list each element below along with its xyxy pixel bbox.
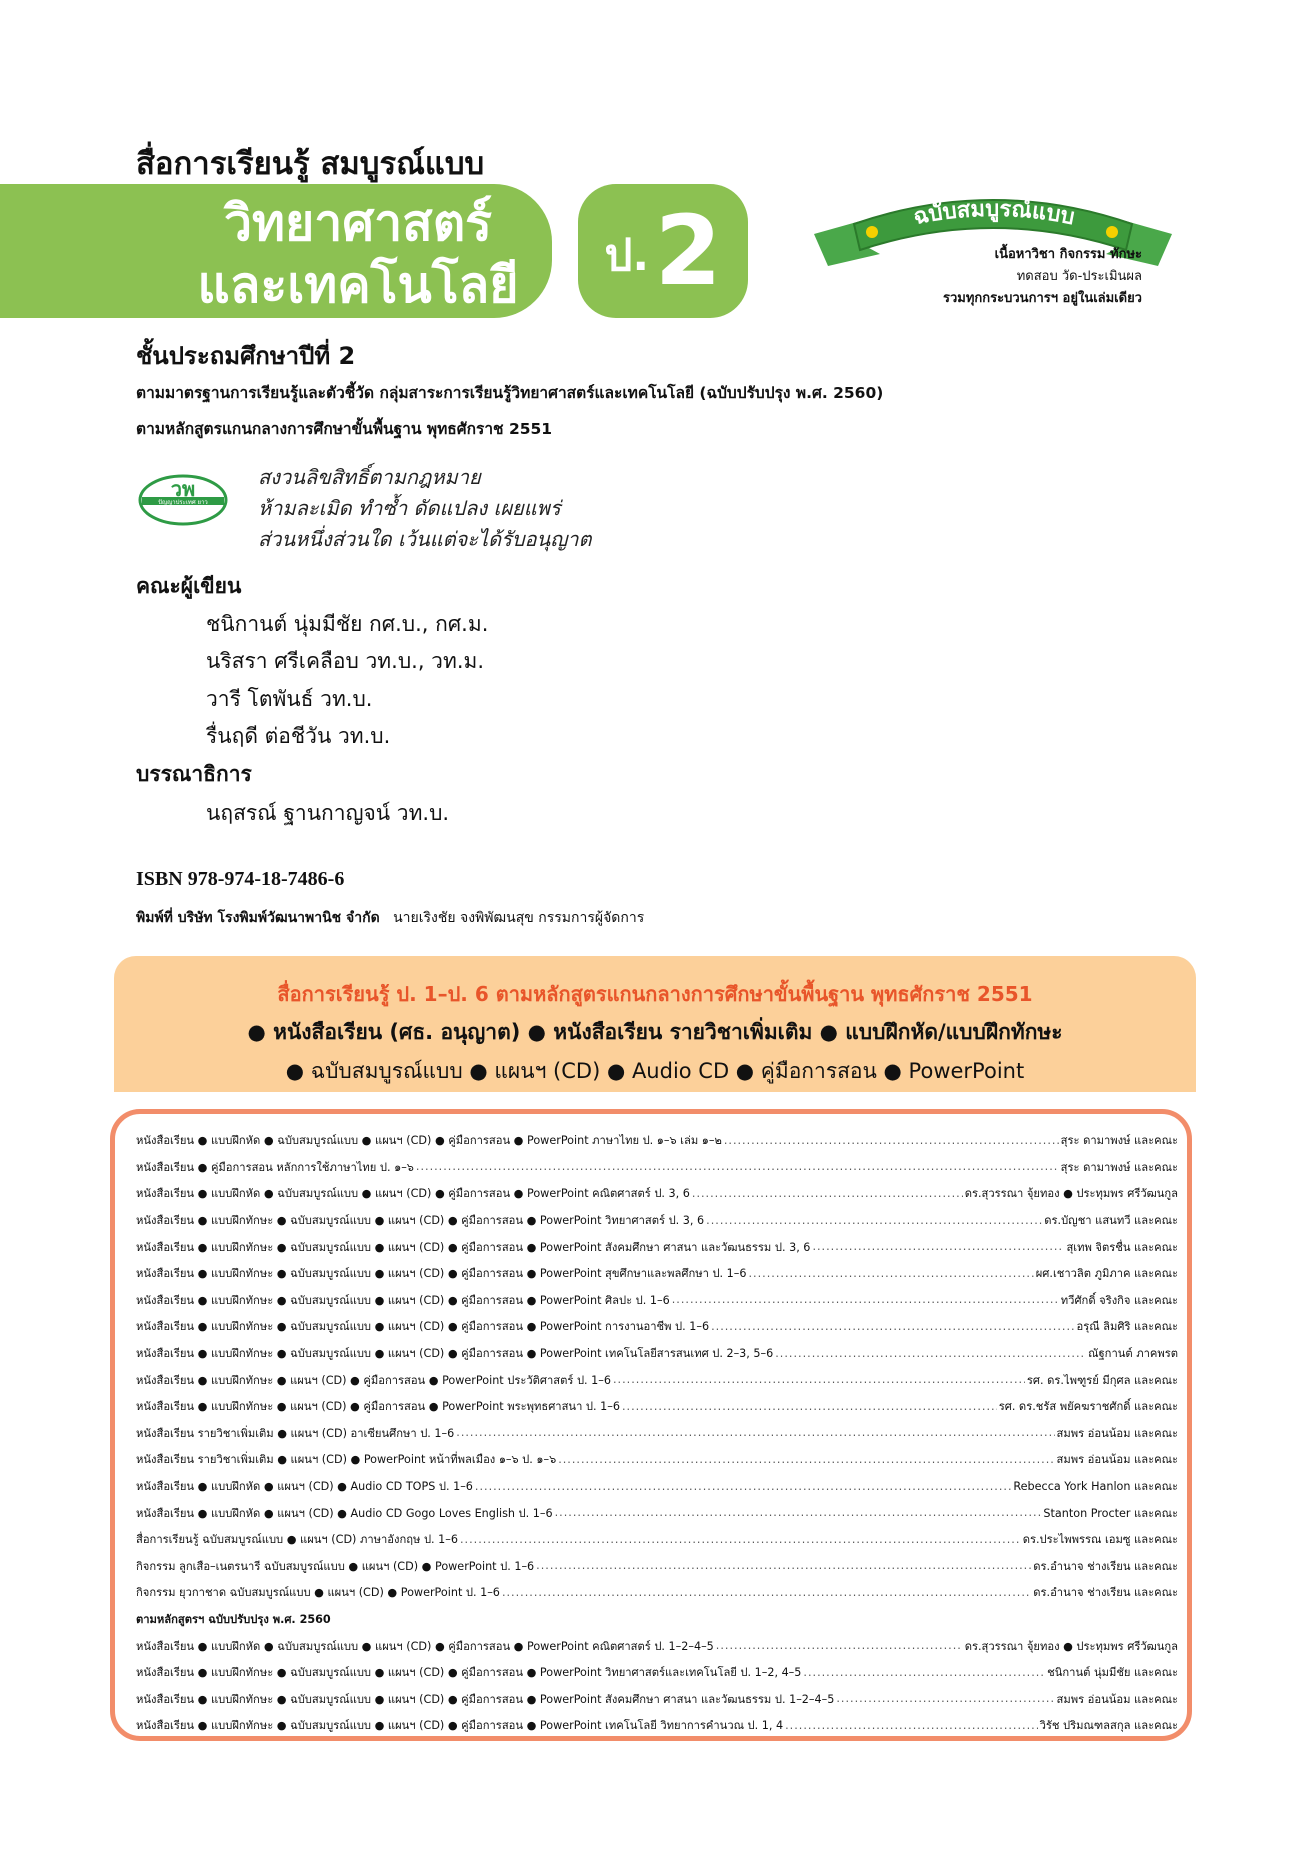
grade-prefix: ป.: [604, 230, 650, 281]
leader-dots: [613, 1373, 1025, 1386]
leader-dots: [692, 1187, 963, 1200]
catalog-title: หนังสือเรียน ● แบบฝึกทักษะ ● ฉบับสมบูรณ์แบบ ● แผนฯ (CD) ● คู่มือการสอน ● PowerPoint วิทยาศาสตร์ ป. 3, 6: [136, 1214, 705, 1228]
catalog-title: กิจกรรม ลูกเสือ–เนตรนารี ฉบับสมบูรณ์แบบ ● แผนฯ (CD) ● PowerPoint ป. 1–6: [136, 1559, 535, 1573]
catalog-list: [136, 1127, 1178, 1739]
catalog-row: [136, 1207, 1178, 1234]
leader-dots: [716, 1639, 963, 1652]
catalog-author: ดร.สุวรรณา จุ้ยทอง ● ประทุมพร ศรีวัฒนกูล: [964, 1187, 1178, 1201]
title-line-1: วิทยาศาสตร์: [223, 194, 493, 252]
badge-line-1: เนื้อหาวิชา กิจกรรม ทักษะ: [994, 247, 1142, 262]
leader-dots: [711, 1320, 1074, 1333]
badge-line-3: รวมทุกกระบวนการฯ อยู่ในเล่มเดียว: [943, 291, 1142, 306]
catalog-row: [136, 1526, 1178, 1553]
catalog-title: หนังสือเรียน รายวิชาเพิ่มเติม ● แผนฯ (CD) ● PowerPoint หน้าที่พลเมือง ๑–๖ ป. ๑–๖: [136, 1453, 557, 1467]
leader-dots: [555, 1506, 1042, 1519]
catalog-row: [136, 1313, 1178, 1340]
catalog-author: วิรัช ปริมณฑลสกุล และคณะ: [1039, 1719, 1178, 1733]
catalog-title: หนังสือเรียน ● แบบฝึกหัด ● แผนฯ (CD) ● Audio CD Gogo Loves English ป. 1–6: [136, 1506, 553, 1520]
book-title: [168, 192, 548, 316]
leader-dots: [536, 1559, 1031, 1572]
catalog-title: หนังสือเรียน ● แบบฝึกทักษะ ● ฉบับสมบูรณ์แบบ ● แผนฯ (CD) ● คู่มือการสอน ● PowerPoint การงานอาชีพ ป. 1–6: [136, 1320, 710, 1334]
catalog-row: [136, 1632, 1178, 1659]
isbn: ISBN 978-974-18-7486-6: [136, 868, 345, 890]
catalog-author: ชนิกานต์ นุ่มมีชัย และคณะ: [1047, 1666, 1178, 1680]
catalog-row: [136, 1499, 1178, 1526]
catalog-row: [136, 1340, 1178, 1367]
copyright-line-3: ส่วนหนึ่งส่วนใด เว้นแต่จะได้รับอนุญาต: [258, 527, 592, 551]
publisher-logo: [138, 474, 228, 526]
title-line-2: และเทคโนโลยี: [197, 256, 519, 314]
authors-heading: คณะผู้เขียน: [136, 574, 242, 598]
ribbon-text: ฉบับสมบูรณ์แบบ: [911, 196, 1077, 231]
catalog-row: [136, 1180, 1178, 1207]
catalog-row: [136, 1420, 1178, 1447]
standard-line-2: ตามหลักสูตรแกนกลางการศึกษาขั้นพื้นฐาน พุทธศักราช 2551: [136, 420, 553, 438]
catalog-author: Rebecca York Hanlon และคณะ: [1013, 1480, 1178, 1494]
catalog-author: Stanton Procter และคณะ: [1043, 1506, 1178, 1520]
catalog-author: สมพร อ่อนน้อม และคณะ: [1056, 1692, 1178, 1706]
leader-dots: [460, 1533, 1021, 1546]
grade-number: 2: [654, 195, 722, 307]
catalog-author: รศ. ดร.ชรัส พยัคฆราชศักดิ์ และคณะ: [998, 1400, 1178, 1414]
catalog-row: [136, 1446, 1178, 1473]
catalog-title: หนังสือเรียน ● แบบฝึกหัด ● แผนฯ (CD) ● Audio CD TOPS ป. 1–6: [136, 1480, 473, 1494]
catalog-row: [136, 1127, 1178, 1154]
catalog-row: [136, 1553, 1178, 1580]
catalog-title: หนังสือเรียน ● คู่มือการสอน หลักการใช้ภาษาไทย ป. ๑–๖: [136, 1160, 414, 1174]
catalog-title: หนังสือเรียน ● แบบฝึกทักษะ ● ฉบับสมบูรณ์แบบ ● แผนฯ (CD) ● คู่มือการสอน ● PowerPoint ศิลปะ ป. 1–6: [136, 1293, 670, 1307]
catalog-row: [136, 1233, 1178, 1260]
author-name: นริสรา ศรีเคลือบ วท.บ., วท.ม.: [206, 649, 485, 673]
catalog-title: หนังสือเรียน ● แบบฝึกทักษะ ● ฉบับสมบูรณ์แบบ ● แผนฯ (CD) ● คู่มือการสอน ● PowerPoint เทคโนโลยี วิทยาการคำนวณ ป. 1, 4: [136, 1719, 784, 1733]
media-list-line-1: ● หนังสือเรียน (ศธ. อนุญาต) ● หนังสือเรียน รายวิชาเพิ่มเติม ● แบบฝึกหัด/แบบฝึกทักษะ: [247, 1020, 1063, 1044]
catalog-title: หนังสือเรียน ● แบบฝึกทักษะ ● ฉบับสมบูรณ์แบบ ● แผนฯ (CD) ● คู่มือการสอน ● PowerPoint สังคมศึกษา ศาสนา และวัฒนธรรม ป. 3, 6: [136, 1240, 811, 1254]
catalog-row: [136, 1579, 1178, 1606]
catalog-title: ตามหลักสูตรฯ ฉบับปรับปรุง พ.ศ. 2560: [136, 1612, 331, 1626]
author-name: วารี โตพันธ์ วท.บ.: [206, 687, 373, 711]
media-list-box: [114, 956, 1196, 1092]
printer-name: พิมพ์ที่ บริษัท โรงพิมพ์วัฒนาพานิช จำกัด: [136, 910, 380, 926]
catalog-author: ดร.อำนาจ ช่างเรียน และคณะ: [1033, 1559, 1178, 1573]
leader-dots: [456, 1426, 1054, 1439]
catalog-title: หนังสือเรียน ● แบบฝึกทักษะ ● แผนฯ (CD) ● คู่มือการสอน ● PowerPoint พระพุทธศาสนา ป. 1–6: [136, 1400, 620, 1414]
grade-level: ชั้นประถมศึกษาปีที่ 2: [136, 342, 356, 370]
copyright-line-1: สงวนลิขสิทธิ์ตามกฎหมาย: [258, 465, 481, 489]
catalog-author: ดร.บัญชา แสนทวี และคณะ: [1044, 1214, 1178, 1228]
catalog-row: [136, 1685, 1178, 1712]
catalog-title: หนังสือเรียน ● แบบฝึกหัด ● ฉบับสมบูรณ์แบบ ● แผนฯ (CD) ● คู่มือการสอน ● PowerPoint คณิตศาสตร์ ป. 1–2–4–5: [136, 1639, 714, 1653]
catalog-row: [136, 1393, 1178, 1420]
flower-icon: [1106, 226, 1118, 238]
catalog-author: ดร.สุวรรณา จุ้ยทอง ● ประทุมพร ศรีวัฒนกูล: [964, 1639, 1178, 1653]
printer-manager: นายเริงชัย จงพิพัฒนสุข กรรมการผู้จัดการ: [393, 910, 645, 926]
catalog-author: สุเทพ จิตรชื่น และคณะ: [1066, 1240, 1178, 1254]
catalog-author: สมพร อ่อนน้อม และคณะ: [1056, 1453, 1178, 1467]
series-line: สื่อการเรียนรู้ สมบูรณ์แบบ: [136, 146, 485, 182]
catalog-row: [136, 1287, 1178, 1314]
catalog-author: รศ. ดร.ไพฑูรย์ มีกุศล และคณะ: [1026, 1373, 1178, 1387]
leader-dots: [724, 1134, 1059, 1147]
leader-dots: [836, 1692, 1054, 1705]
catalog-author: อรุณี ลิมศิริ และคณะ: [1076, 1320, 1178, 1334]
catalog-row: [136, 1473, 1178, 1500]
catalog-title: หนังสือเรียน ● แบบฝึกหัด ● ฉบับสมบูรณ์แบบ ● แผนฯ (CD) ● คู่มือการสอน ● PowerPoint คณิตศาสตร์ ป. 3, 6: [136, 1187, 690, 1201]
leader-dots: [558, 1453, 1054, 1466]
catalog-row: [136, 1154, 1178, 1181]
leader-dots: [803, 1666, 1045, 1679]
standard-line-1: ตามมาตรฐานการเรียนรู้และตัวชี้วัด กลุ่มสาระการเรียนรู้วิทยาศาสตร์และเทคโนโลยี (ฉบับปรับปรุง พ.ศ. 2560): [136, 384, 884, 402]
editor-name: นฤสรณ์ ฐานกาญจน์ วท.บ.: [206, 801, 450, 825]
grade-badge: [578, 184, 748, 318]
catalog-title: หนังสือเรียน ● แบบฝึกหัด ● ฉบับสมบูรณ์แบบ ● แผนฯ (CD) ● คู่มือการสอน ● PowerPoint ภาษาไทย ป. ๑–๖ เล่ม ๑–๒: [136, 1134, 722, 1148]
catalog-title: หนังสือเรียน ● แบบฝึกทักษะ ● ฉบับสมบูรณ์แบบ ● แผนฯ (CD) ● คู่มือการสอน ● PowerPoint เทคโนโลยีสารสนเทศ ป. 2–3, 5–6: [136, 1347, 774, 1361]
author-name: รื่นฤดี ต่อชีวัน วท.บ.: [206, 724, 391, 748]
catalog-title: หนังสือเรียน รายวิชาเพิ่มเติม ● แผนฯ (CD) อาเซียนศึกษา ป. 1–6: [136, 1426, 455, 1440]
catalog-row: [136, 1260, 1178, 1287]
badge-line-2: ทดสอบ วัด-ประเมินผล: [1016, 269, 1142, 284]
leader-dots: [749, 1267, 1034, 1280]
leader-dots: [785, 1719, 1037, 1732]
printer-info: [136, 907, 644, 929]
flower-icon: [866, 226, 878, 238]
catalog-title: หนังสือเรียน ● แบบฝึกทักษะ ● ฉบับสมบูรณ์แบบ ● แผนฯ (CD) ● คู่มือการสอน ● PowerPoint สังคมศึกษา ศาสนา และวัฒนธรรม ป. 1–2–4–5: [136, 1692, 835, 1706]
catalog-author: สุระ ดามาพงษ์ และคณะ: [1060, 1160, 1178, 1174]
svg-text:ปัญญาประเทศ ยาว: ปัญญาประเทศ ยาว: [158, 499, 208, 506]
catalog-author: สมพร อ่อนน้อม และคณะ: [1056, 1426, 1178, 1440]
catalog-author: ดร.ประไพพรรณ เอมซู และคณะ: [1022, 1533, 1178, 1547]
badge-caption: [872, 244, 1142, 310]
catalog-author: ผศ.เชาวลิต ภูมิภาค และคณะ: [1035, 1267, 1178, 1281]
catalog-author: ณัฐกานต์ ภาคพรต: [1088, 1347, 1178, 1361]
catalog-title: หนังสือเรียน ● แบบฝึกทักษะ ● ฉบับสมบูรณ์แบบ ● แผนฯ (CD) ● คู่มือการสอน ● PowerPoint สุขศึกษาและพลศึกษา ป. 1–6: [136, 1267, 747, 1281]
media-list-line-2: ● ฉบับสมบูรณ์แบบ ● แผนฯ (CD) ● Audio CD ● คู่มือการสอน ● PowerPoint: [285, 1059, 1025, 1083]
catalog-title: หนังสือเรียน ● แบบฝึกทักษะ ● ฉบับสมบูรณ์แบบ ● แผนฯ (CD) ● คู่มือการสอน ● PowerPoint วิทยาศาสตร์และเทคโนโลยี ป. 1–2, 4–5: [136, 1666, 802, 1680]
editor-heading: บรรณาธิการ: [136, 762, 252, 786]
catalog-title: สื่อการเรียนรู้ ฉบับสมบูรณ์แบบ ● แผนฯ (CD) ภาษาอังกฤษ ป. 1–6: [136, 1533, 458, 1547]
copyright-line-2: ห้ามละเมิด ทำซ้ำ ดัดแปลง เผยแพร่: [258, 496, 561, 520]
catalog-author: ทวีศักดิ์ จริงกิจ และคณะ: [1060, 1293, 1178, 1307]
leader-dots: [672, 1293, 1059, 1306]
catalog-row: [136, 1606, 1178, 1633]
author-name: ชนิกานต์ นุ่มมีชัย กศ.บ., กศ.ม.: [206, 612, 489, 636]
copyright-notice: [258, 462, 591, 555]
media-list-title: สื่อการเรียนรู้ ป. 1–ป. 6 ตามหลักสูตรแกนกลางการศึกษาขั้นพื้นฐาน พุทธศักราช 2551: [277, 982, 1033, 1006]
leader-dots: [622, 1400, 997, 1413]
leader-dots: [706, 1214, 1042, 1227]
leader-dots: [502, 1586, 1031, 1599]
leader-dots: [775, 1347, 1086, 1360]
leader-dots: [416, 1160, 1059, 1173]
catalog-row: [136, 1366, 1178, 1393]
leader-dots: [812, 1240, 1064, 1253]
catalog-author: ดร.อำนาจ ช่างเรียน และคณะ: [1033, 1586, 1178, 1600]
catalog-title: หนังสือเรียน ● แบบฝึกทักษะ ● แผนฯ (CD) ● คู่มือการสอน ● PowerPoint ประวัติศาสตร์ ป. 1–6: [136, 1373, 611, 1387]
svg-text:วพ: วพ: [170, 477, 196, 501]
leader-dots: [475, 1480, 1012, 1493]
catalog-row: [136, 1659, 1178, 1686]
catalog-title: กิจกรรม ยุวกาชาด ฉบับสมบูรณ์แบบ ● แผนฯ (CD) ● PowerPoint ป. 1–6: [136, 1586, 500, 1600]
catalog-author: สุระ ดามาพงษ์ และคณะ: [1060, 1134, 1178, 1148]
catalog-row: [136, 1712, 1178, 1739]
